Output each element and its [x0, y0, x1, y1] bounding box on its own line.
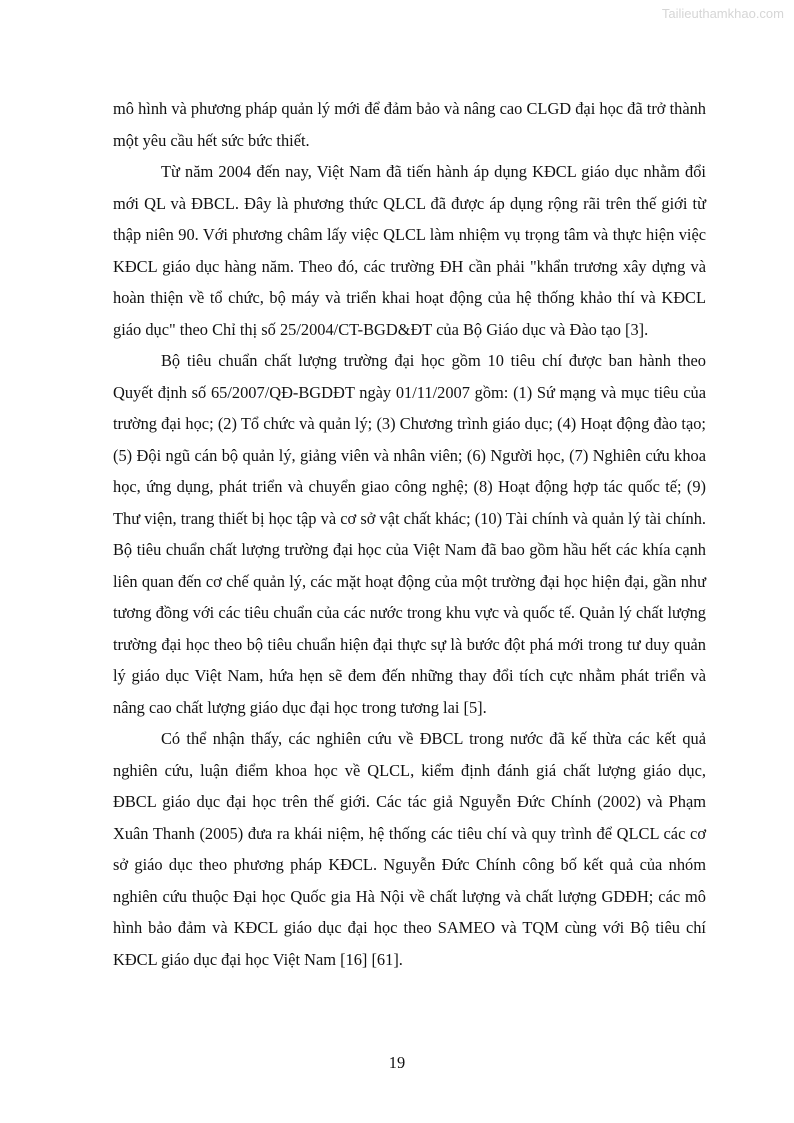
- document-body: [113, 93, 706, 975]
- paragraph-domestic-research: Có thể nhận thấy, các nghiên cứu về ĐBCL trong nước đã kế thừa các kết quả nghiên cứu, luận điểm khoa học về QLCL, kiểm định đánh giá chất lượng giáo dục, ĐBCL giáo dục đại học trên thế giới. Các tác giả Nguyễn Đức Chính (2002) và Phạm Xuân Thanh (2005) đưa ra khái niệm, hệ thống các tiêu chí và quy trình để QLCL các cơ sở giáo dục theo phương pháp KĐCL. Nguyễn Đức Chính công bố kết quả của nhóm nghiên cứu thuộc Đại học Quốc gia Hà Nội về chất lượng và chất lượng GDĐH; các mô hình bảo đảm và KĐCL giáo dục đại học theo SAMEO và TQM cùng với Bộ tiêu chí KĐCL giáo dục đại học Việt Nam [16] [61].: [113, 729, 706, 969]
- watermark-text: Tailieuthamkhao.com: [661, 6, 784, 21]
- paragraph-continuation: mô hình và phương pháp quản lý mới để đảm bảo và nâng cao CLGD đại học đã trở thành một yêu cầu hết sức bức thiết.: [113, 99, 706, 150]
- paragraph-kdcl-since-2004: Từ năm 2004 đến nay, Việt Nam đã tiến hành áp dụng KĐCL giáo dục nhằm đổi mới QL và ĐBCL. Đây là phương thức QLCL đã được áp dụng rộng rãi trên thế giới từ thập niên 90. Với phương châm lấy việc QLCL làm nhiệm vụ trọng tâm và thực hiện việc KĐCL giáo dục hàng năm. Theo đó, các trường ĐH cần phải "khẩn trương xây dựng và hoàn thiện về tổ chức, bộ máy và triển khai hoạt động của hệ thống khảo thí và KĐCL giáo dục" theo Chỉ thị số 25/2004/CT-BGD&ĐT của Bộ Giáo dục và Đào tạo [3].: [113, 162, 706, 339]
- page-number: 19: [388, 1053, 406, 1072]
- paragraph-quality-standards: Bộ tiêu chuẩn chất lượng trường đại học gồm 10 tiêu chí được ban hành theo Quyết định số 65/2007/QĐ-BGDĐT ngày 01/11/2007 gồm: (1) Sứ mạng và mục tiêu của trường đại học; (2) Tổ chức và quản lý; (3) Chương trình giáo dục; (4) Hoạt động đào tạo; (5) Đội ngũ cán bộ quản lý, giảng viên và nhân viên; (6) Người học, (7) Nghiên cứu khoa học, ứng dụng, phát triển và chuyển giao công nghệ; (8) Hoạt động hợp tác quốc tế; (9) Thư viện, trang thiết bị học tập và cơ sở vật chất khác; (10) Tài chính và quản lý tài chính. Bộ tiêu chuẩn chất lượng trường đại học của Việt Nam đã bao gồm hầu hết các khía cạnh liên quan đến cơ chế quản lý, các mặt hoạt động của một trường đại học hiện đại, gần như tương đồng với các tiêu chuẩn của các nước trong khu vực và quốc tế. Quản lý chất lượng trường đại học theo bộ tiêu chuẩn hiện đại thực sự là bước đột phá mới trong tư duy quản lý giáo dục Việt Nam, hứa hẹn sẽ đem đến những thay đổi tích cực nhằm phát triển và nâng cao chất lượng giáo dục đại học trong tương lai [5].: [113, 351, 706, 717]
